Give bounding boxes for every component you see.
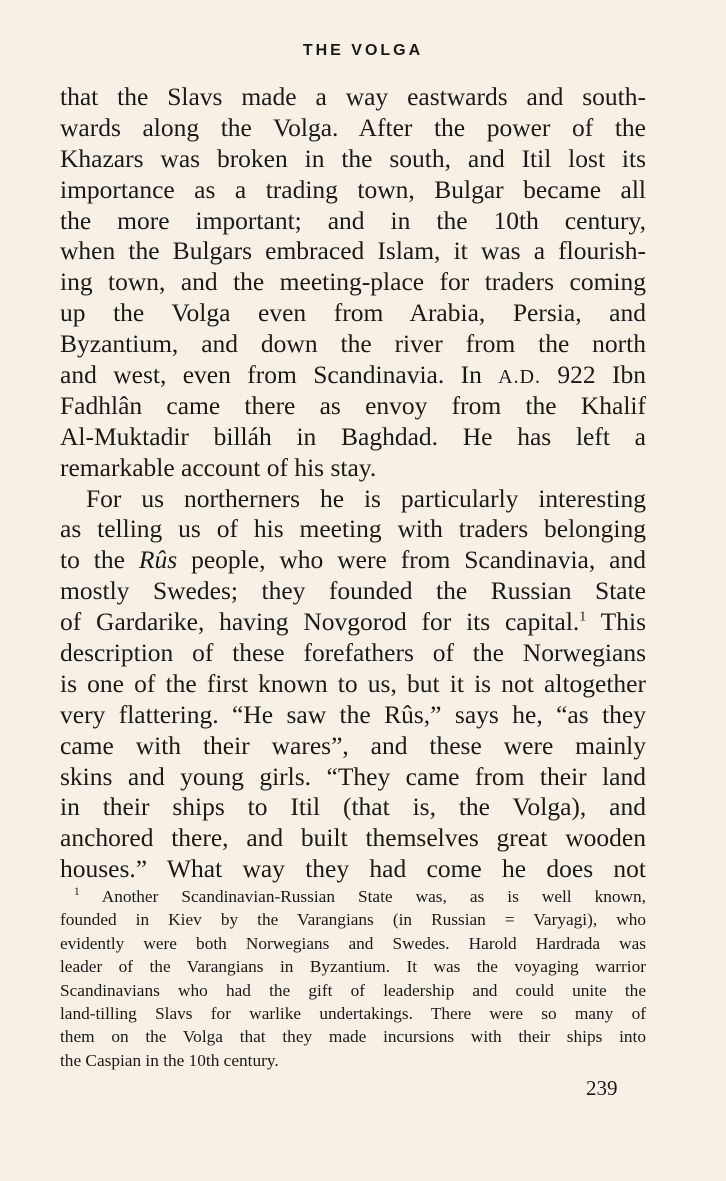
line-segment: to the <box>60 545 125 575</box>
page-number: 239 <box>586 1076 618 1100</box>
italic-term: Rûs <box>138 545 178 575</box>
text-line: is one of the first known to us, but it is not altogether <box>60 668 646 698</box>
footnote-line: founded in Kiev by the Varangians (in Russian = Varyagi), who <box>60 910 646 930</box>
line-segment: This <box>600 607 646 637</box>
text-line: up the Volga even from Arabia, Persia, and <box>60 298 646 328</box>
text-line: anchored there, and built themselves great wooden <box>60 823 646 853</box>
footnote <box>60 885 646 1072</box>
text-line: Byzantium, and down the river from the north <box>60 329 646 359</box>
text-line: houses.” What way they had come he does not <box>60 854 646 884</box>
text-line <box>60 360 646 391</box>
text-line: as telling us of his meeting with traders belonging <box>60 514 646 544</box>
footnote-line: them on the Volga that they made incursions with their ships into <box>60 1027 646 1047</box>
text-line: importance as a trading town, Bulgar became all <box>60 174 646 204</box>
text-line: when the Bulgars embraced Islam, it was a flourish- <box>60 236 646 266</box>
line-segment: and west, even from Scandinavia. In <box>60 360 482 390</box>
text-line: very flattering. “He saw the Rûs,” says he, “as they <box>60 699 646 729</box>
text-line: wards along the Volga. After the power of the <box>60 112 646 142</box>
text-line: the more important; and in the 10th century, <box>60 205 646 235</box>
text-line <box>60 607 646 638</box>
line-segment: of Gardarike, having Novgorod for its capital. <box>60 607 580 637</box>
footnote-text: Another Scandinavian-Russian State was, as is well known, <box>101 887 646 906</box>
text-line: in their ships to Itil (that is, the Volga), and <box>60 792 646 822</box>
text-line: that the Slavs made a way eastwards and south- <box>60 82 646 111</box>
text-line: ing town, and the meeting-place for traders coming <box>60 267 646 297</box>
footnote-marker: 1 <box>74 886 80 899</box>
running-head: THE VOLGA <box>302 42 424 59</box>
line-segment: 922 Ibn <box>557 360 647 390</box>
text-line: Al-Muktadir billáh in Baghdad. He has left a <box>60 421 646 451</box>
small-caps-era: A.D. <box>498 366 541 389</box>
text-line: Khazars was broken in the south, and Itil lost its <box>60 143 646 173</box>
body-text <box>60 82 646 885</box>
paragraph-start-line: For us northerners he is particularly interesting <box>86 483 646 513</box>
footnote-line: land-tilling Slavs for warlike undertakings. There were so many of <box>60 1003 646 1023</box>
text-line: came with their wares”, and these were mainly <box>60 730 646 760</box>
footnote-reference[interactable]: 1 <box>579 609 587 625</box>
text-line: remarkable account of his stay. <box>60 452 377 482</box>
text-line <box>60 545 646 576</box>
footnote-line: Scandinavians who had the gift of leadership and could unite the <box>60 980 646 1000</box>
text-line: description of these forefathers of the Norwegians <box>60 638 646 668</box>
text-line: mostly Swedes; they founded the Russian State <box>60 576 646 606</box>
text-line: Fadhlân came there as envoy from the Khalif <box>60 390 646 420</box>
footnote-line: leader of the Varangians in Byzantium. It was the voyaging warrior <box>60 957 646 977</box>
footnote-line: the Caspian in the 10th century. <box>60 1050 279 1070</box>
text-line: skins and young girls. “They came from their land <box>60 761 646 791</box>
footnote-line: evidently were both Norwegians and Swedes. Harold Hardrada was <box>60 933 646 953</box>
line-segment: people, who were from Scandinavia, and <box>191 545 646 575</box>
footnote-line <box>60 885 646 908</box>
